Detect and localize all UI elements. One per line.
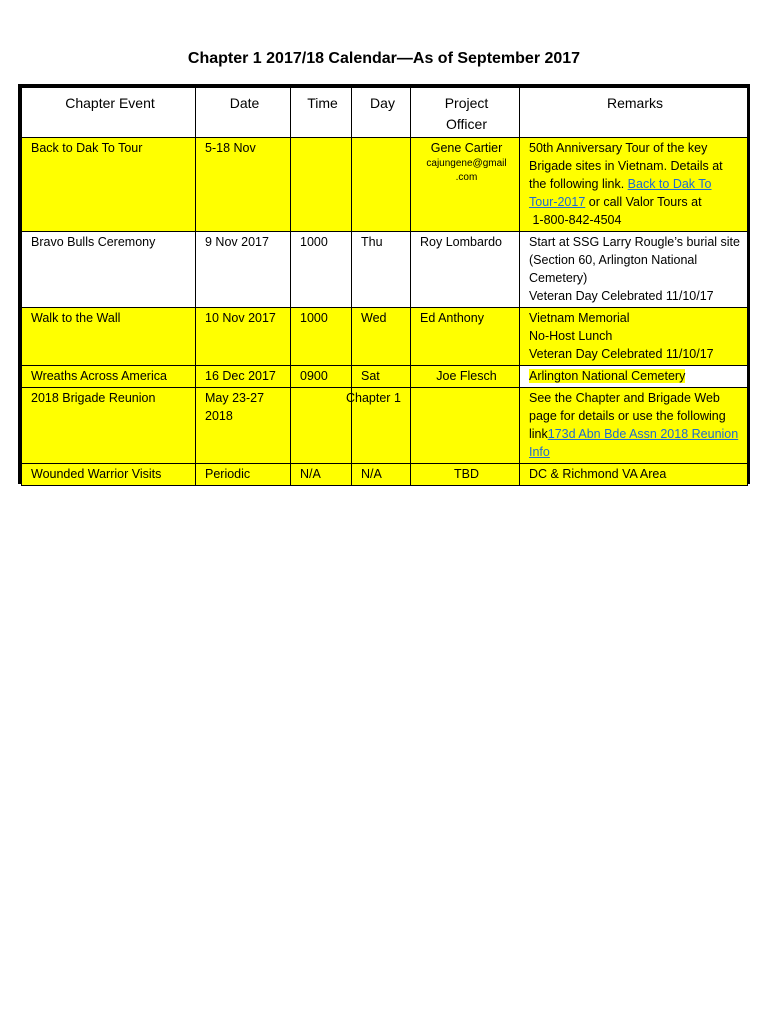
event-cell: Back to Dak To Tour xyxy=(22,138,196,232)
calendar-table-frame xyxy=(18,84,750,484)
date-cell: 10 Nov 2017 xyxy=(196,308,291,366)
officer-name: Gene Cartier xyxy=(430,141,503,155)
remarks-line1: Vietnam Memorial xyxy=(529,311,630,325)
time-cell: 1000 xyxy=(291,232,352,308)
officer-email-line1: cajungene@gmail xyxy=(426,158,507,169)
table-row xyxy=(22,388,748,464)
event-cell: Wreaths Across America xyxy=(22,366,196,388)
table-header-row xyxy=(22,88,748,138)
event-cell: Walk to the Wall xyxy=(22,308,196,366)
remarks-line2: Veteran Day Celebrated 11/10/17 xyxy=(529,289,714,303)
header-chapter-event: Chapter Event xyxy=(22,88,196,138)
day-cell xyxy=(352,138,411,232)
date-cell: 9 Nov 2017 xyxy=(196,232,291,308)
time-cell xyxy=(291,138,352,232)
date-cell: May 23-27 2018 xyxy=(196,388,291,464)
remarks-cell xyxy=(520,138,748,232)
table-row xyxy=(22,138,748,232)
remarks-highlight: Arlington National Cemetery xyxy=(529,369,686,383)
officer-cell: Ed Anthony xyxy=(411,308,520,366)
table-row xyxy=(22,232,748,308)
remarks-cell: DC & Richmond VA Area xyxy=(520,464,748,486)
remarks-cell xyxy=(520,366,748,388)
remarks-after-link: or call Valor Tours at xyxy=(585,195,702,209)
remarks-text: See the Chapter and Brigade Web page for details or use the following link xyxy=(529,391,726,441)
officer-cell: Joe Flesch xyxy=(411,366,520,388)
officer-cell: TBD xyxy=(411,464,520,486)
time-cell: 1000 xyxy=(291,308,352,366)
table-row xyxy=(22,308,748,366)
header-officer-line1: Project xyxy=(444,95,489,111)
day-cell: Wed xyxy=(352,308,411,366)
officer-cell: Roy Lombardo xyxy=(411,232,520,308)
header-time: Time xyxy=(291,88,352,138)
calendar-table xyxy=(21,87,748,486)
remarks-cell xyxy=(520,308,748,366)
day-cell: Sat xyxy=(352,366,411,388)
page-title: Chapter 1 2017/18 Calendar—As of September 2017 xyxy=(187,50,581,67)
back-to-dak-to-link[interactable]: Back to Dak To Tour-2017 xyxy=(529,177,712,209)
officer-email-line2: .com xyxy=(455,172,478,183)
remarks-cell xyxy=(520,388,748,464)
event-cell: Bravo Bulls Ceremony xyxy=(22,232,196,308)
table-row xyxy=(22,464,748,486)
header-remarks: Remarks xyxy=(520,88,748,138)
header-day: Day xyxy=(352,88,411,138)
remarks-line3: Veteran Day Celebrated 11/10/17 xyxy=(529,347,714,361)
event-cell: 2018 Brigade Reunion xyxy=(22,388,196,464)
event-cell: Wounded Warrior Visits xyxy=(22,464,196,486)
remarks-phone: 1-800-842-4504 xyxy=(532,213,622,227)
day-cell: N/A xyxy=(352,464,411,486)
remarks-text: 50th Anniversary Tour of the key Brigade sites in Vietnam. Details at the following link. xyxy=(529,141,723,191)
date-cell: Periodic xyxy=(196,464,291,486)
day-cell: Chapter 1 xyxy=(352,388,411,464)
day-cell: Thu xyxy=(352,232,411,308)
remarks-line2: No-Host Lunch xyxy=(529,329,613,343)
date-cell: 16 Dec 2017 xyxy=(196,366,291,388)
time-cell: 0900 xyxy=(291,366,352,388)
header-officer-line2: Officer xyxy=(446,116,487,132)
table-row xyxy=(22,366,748,388)
date-cell: 5-18 Nov xyxy=(196,138,291,232)
officer-cell xyxy=(411,138,520,232)
header-date: Date xyxy=(196,88,291,138)
remarks-line1: Start at SSG Larry Rougle’s burial site (Section 60, Arlington National Cemetery) xyxy=(529,235,740,285)
header-project-officer xyxy=(411,88,520,138)
officer-cell xyxy=(411,388,520,464)
time-cell xyxy=(291,388,352,464)
time-cell: N/A xyxy=(291,464,352,486)
reunion-info-link[interactable]: 173d Abn Bde Assn 2018 Reunion Info xyxy=(529,427,739,459)
remarks-cell xyxy=(520,232,748,308)
